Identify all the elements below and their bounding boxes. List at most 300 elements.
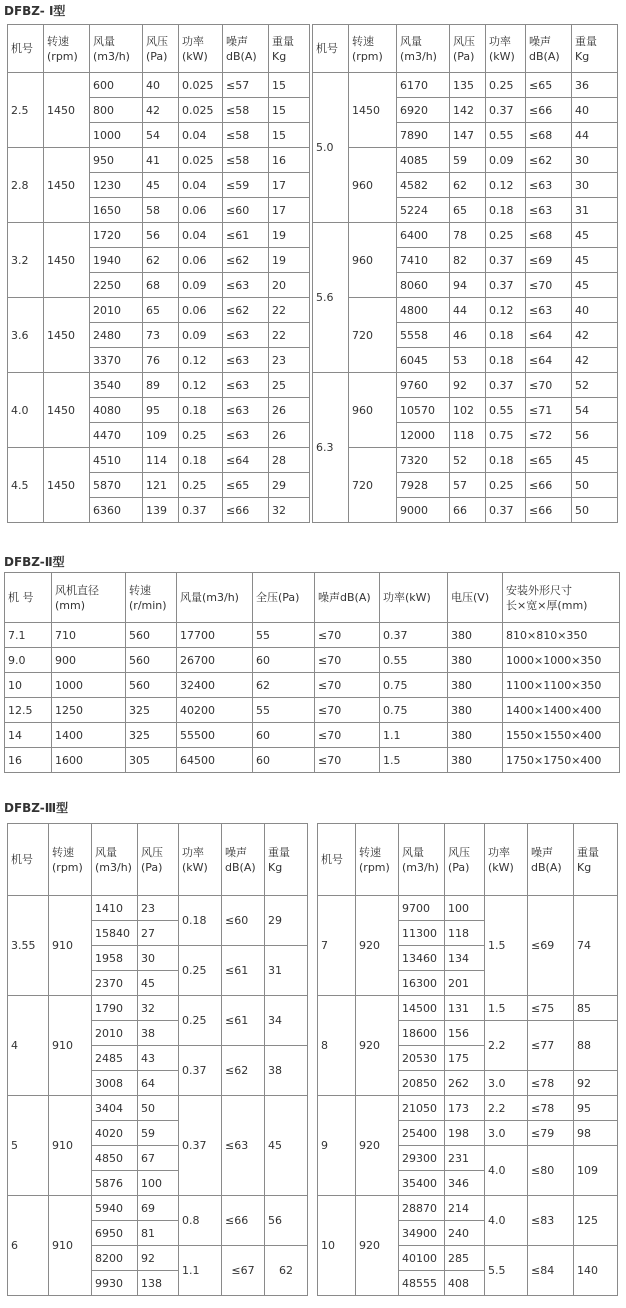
table-cell: 114 [143,448,179,473]
flow-cell: 3008 [92,1071,138,1096]
table-cell: 45 [143,173,179,198]
table-cell: 16 [5,748,52,773]
weight-cell: 62 [265,1246,308,1296]
table-cell: 6920 [397,98,450,123]
pressure-cell: 32 [138,996,179,1021]
column-header [179,25,223,73]
table-cell: ≤70 [315,623,380,648]
table-cell: 56 [143,223,179,248]
speed-cell: 720 [349,298,397,373]
table-cell: 0.37 [486,98,526,123]
column-header-line2: dB(A) [531,860,562,874]
noise-cell: ≤80 [528,1146,574,1196]
table-cell: 0.04 [179,123,223,148]
column-header-line2: 长×宽×厚(mm) [506,598,588,612]
weight-cell: 98 [574,1121,618,1146]
table-cell: 0.18 [486,323,526,348]
table-cell: 4582 [397,173,450,198]
power-cell: 0.18 [179,896,222,946]
pressure-cell: 23 [138,896,179,921]
column-header-line2: (kW) [182,49,208,63]
column-header [450,25,486,73]
type2-table [4,572,620,773]
type3-table-right [317,823,618,1296]
table-cell: 20 [269,273,310,298]
flow-cell: 25400 [399,1121,445,1146]
pressure-cell: 173 [445,1096,485,1121]
table-cell: 710 [52,623,126,648]
model-cell: 3.6 [8,298,44,373]
pressure-cell: 50 [138,1096,179,1121]
table-cell: 68 [143,273,179,298]
power-cell: 0.37 [179,1046,222,1096]
table-cell: 1000 [52,673,126,698]
table-cell: 0.55 [486,398,526,423]
pressure-cell: 43 [138,1046,179,1071]
table-cell: 380 [448,698,503,723]
table-row [313,148,618,173]
table-cell: 0.04 [179,223,223,248]
table-cell: 0.25 [486,223,526,248]
flow-cell: 14500 [399,996,445,1021]
power-cell: 3.0 [485,1121,528,1146]
column-header-line1: 机号 [321,853,343,866]
column-header-line2: (kW) [182,860,208,874]
table-cell: ≤68 [526,223,572,248]
table-cell: 560 [126,623,177,648]
table-cell: 0.18 [486,448,526,473]
table-cell: ≤63 [223,373,269,398]
column-header-line2: (Pa) [146,49,168,63]
column-header-line1: 全压(Pa) [256,591,300,604]
flow-cell: 4850 [92,1146,138,1171]
flow-cell: 13460 [399,946,445,971]
table-cell: ≤71 [526,398,572,423]
column-header-line2: (Pa) [141,860,163,874]
table-cell: 1400×1400×400 [503,698,620,723]
table-cell: 0.025 [179,148,223,173]
table-row [5,748,620,773]
table-cell: 40 [572,298,618,323]
flow-cell: 2485 [92,1046,138,1071]
noise-cell: ≤67 [222,1246,265,1296]
pressure-cell: 175 [445,1046,485,1071]
table-cell: 0.06 [179,298,223,323]
column-header [526,25,572,73]
pressure-cell: 59 [138,1121,179,1146]
power-cell: 3.0 [485,1071,528,1096]
table-cell: 1550×1550×400 [503,723,620,748]
column-header-line1: 风量(m3/h) [180,591,239,604]
table-cell: ≤66 [526,498,572,523]
column-header-line2: (m3/h) [402,860,439,874]
table-cell: 55500 [177,723,253,748]
table-cell: 0.09 [179,273,223,298]
table-cell: 0.025 [179,98,223,123]
table-cell: 0.75 [380,698,448,723]
header-row [5,573,620,623]
table-cell: 7.1 [5,623,52,648]
column-header [5,573,52,623]
table-cell: 62 [450,173,486,198]
table-cell: 60 [253,748,315,773]
column-header [356,824,399,896]
table-cell: 6170 [397,73,450,98]
column-header [177,573,253,623]
flow-cell: 5876 [92,1171,138,1196]
table-cell: 305 [126,748,177,773]
speed-cell: 910 [49,896,92,996]
column-header [126,573,177,623]
table-cell: 50 [572,473,618,498]
table-row [5,698,620,723]
table-cell: 17 [269,173,310,198]
table-cell: 22 [269,298,310,323]
column-header-line1: 转速 [359,845,381,859]
noise-cell: ≤61 [222,996,265,1046]
table-cell: 26 [269,398,310,423]
column-header-line1: 功率 [488,845,510,859]
column-header [138,824,179,896]
table-cell: 14 [5,723,52,748]
pressure-cell: 134 [445,946,485,971]
pressure-cell: 214 [445,1196,485,1221]
column-header [572,25,618,73]
table-cell: 40 [143,73,179,98]
table-cell: 3540 [90,373,143,398]
weight-cell: 109 [574,1146,618,1196]
table-cell: 1400 [52,723,126,748]
column-header [528,824,574,896]
flow-cell: 20850 [399,1071,445,1096]
table-cell: 5224 [397,198,450,223]
table-cell: 32 [269,498,310,523]
power-cell: 1.5 [485,996,528,1021]
table-cell: 89 [143,373,179,398]
noise-cell: ≤77 [528,1021,574,1071]
column-header-line2: (m3/h) [95,860,132,874]
table-cell: 7320 [397,448,450,473]
pressure-cell: 198 [445,1121,485,1146]
table-row [313,73,618,98]
table-cell: 0.18 [179,448,223,473]
model-cell: 9 [318,1096,356,1196]
model-cell: 5 [8,1096,49,1196]
weight-cell: 29 [265,896,308,946]
table-cell: ≤70 [315,698,380,723]
column-header-line2: (rpm) [352,49,383,63]
section-title-type2: DFBZ-Ⅱ型 [4,555,65,569]
table-cell: 102 [450,398,486,423]
table-cell: 60 [253,648,315,673]
table-cell: 0.25 [486,73,526,98]
noise-cell: ≤79 [528,1121,574,1146]
column-header-line1: 安装外形尺寸 [506,583,572,597]
table-row [318,1196,618,1221]
pressure-cell: 69 [138,1196,179,1221]
column-header-line1: 风压 [453,34,475,48]
weight-cell: 56 [265,1196,308,1246]
table-cell: 135 [450,73,486,98]
column-header [222,824,265,896]
table-cell: 0.06 [179,198,223,223]
table-row [313,448,618,473]
pressure-cell: 81 [138,1221,179,1246]
table-cell: 4800 [397,298,450,323]
table-cell: 2010 [90,298,143,323]
table-cell: 54 [572,398,618,423]
table-cell: 17 [269,198,310,223]
table-row [8,1096,308,1121]
table-row [318,996,618,1021]
speed-cell: 960 [349,148,397,223]
table-cell: 54 [143,123,179,148]
flow-cell: 2370 [92,971,138,996]
flow-cell: 2010 [92,1021,138,1046]
pressure-cell: 45 [138,971,179,996]
table-cell: ≤63 [526,173,572,198]
column-header-line2: (kW) [488,860,514,874]
section-title-type3: DFBZ-Ⅲ型 [4,801,69,815]
table-cell: 29 [269,473,310,498]
column-header [349,25,397,73]
weight-cell: 85 [574,996,618,1021]
table-cell: 60 [253,723,315,748]
column-header-line1: 噪声dB(A) [318,591,371,604]
weight-cell: 140 [574,1246,618,1296]
table-row [8,996,308,1021]
table-row [8,148,310,173]
column-header-line2: Kg [268,860,283,874]
speed-cell: 1450 [349,73,397,148]
table-cell: 65 [143,298,179,323]
speed-cell: 910 [49,1196,92,1296]
flow-cell: 28870 [399,1196,445,1221]
table-cell: 52 [572,373,618,398]
table-cell: ≤63 [526,298,572,323]
table-cell: 800 [90,98,143,123]
table-cell: 46 [450,323,486,348]
table-cell: ≤70 [315,723,380,748]
column-header-line1: 风压 [448,845,470,859]
table-cell: 25 [269,373,310,398]
column-header-line1: 重量 [272,34,294,48]
table-cell: 0.37 [486,373,526,398]
flow-cell: 1790 [92,996,138,1021]
table-cell: 0.18 [486,348,526,373]
table-cell: 62 [253,673,315,698]
power-cell: 0.25 [179,996,222,1046]
table-cell: ≤63 [223,273,269,298]
table-cell: ≤65 [223,473,269,498]
table-cell: 139 [143,498,179,523]
table-cell: 42 [572,348,618,373]
table-cell: 0.18 [486,198,526,223]
power-cell: 2.2 [485,1021,528,1071]
table-cell: 1250 [52,698,126,723]
table-cell: 560 [126,673,177,698]
table-cell: 0.025 [179,73,223,98]
model-cell: 10 [318,1196,356,1296]
table-cell: ≤63 [223,323,269,348]
table-cell: 17700 [177,623,253,648]
pressure-cell: 285 [445,1246,485,1271]
weight-cell: 92 [574,1071,618,1096]
column-header [503,573,620,623]
column-header-line2: (m3/h) [93,49,130,63]
column-header [313,25,349,73]
column-header [485,824,528,896]
pressure-cell: 240 [445,1221,485,1246]
column-header-line1: 机号 [11,853,33,866]
power-cell: 0.25 [179,946,222,996]
table-cell: 73 [143,323,179,348]
table-cell: 36 [572,73,618,98]
column-header-line2: Kg [272,49,287,63]
flow-cell: 11300 [399,921,445,946]
pressure-cell: 408 [445,1271,485,1296]
table-cell: 1.1 [380,723,448,748]
column-header-line1: 机号 [11,42,33,55]
weight-cell: 74 [574,896,618,996]
table-cell: 0.12 [486,173,526,198]
column-header-line1: 风量 [400,34,422,48]
table-cell: ≤59 [223,173,269,198]
model-cell: 3.2 [8,223,44,298]
table-cell: 1.5 [380,748,448,773]
column-header-line1: 转速 [129,583,151,597]
table-cell: 1940 [90,248,143,273]
column-header [399,824,445,896]
flow-cell: 20530 [399,1046,445,1071]
table-cell: ≤58 [223,148,269,173]
power-cell: 4.0 [485,1196,528,1246]
column-header [397,25,450,73]
column-header-line1: 风压 [141,845,163,859]
pressure-cell: 27 [138,921,179,946]
column-header-line1: 转速 [47,34,69,48]
power-cell: 1.1 [179,1246,222,1296]
table-cell: 0.12 [179,373,223,398]
table-cell: ≤62 [526,148,572,173]
table-cell: ≤64 [223,448,269,473]
column-header [380,573,448,623]
weight-cell: 34 [265,996,308,1046]
header-row [8,25,310,73]
pressure-cell: 92 [138,1246,179,1271]
pressure-cell: 100 [445,896,485,921]
weight-cell: 45 [265,1096,308,1196]
table-cell: 56 [572,423,618,448]
table-cell: ≤58 [223,123,269,148]
table-cell: ≤66 [223,498,269,523]
table-cell: 142 [450,98,486,123]
table-row [8,373,310,398]
noise-cell: ≤62 [222,1046,265,1096]
table-cell: 1720 [90,223,143,248]
column-header-line2: (r/min) [129,598,167,612]
column-header-line2: (Pa) [453,49,475,63]
table-cell: 560 [126,648,177,673]
column-header [179,824,222,896]
table-row [8,448,310,473]
power-cell: 4.0 [485,1146,528,1196]
noise-cell: ≤61 [222,946,265,996]
table-cell: 0.25 [179,423,223,448]
column-header [143,25,179,73]
table-cell: 0.75 [380,673,448,698]
header-row [8,824,308,896]
table-cell: 45 [572,223,618,248]
noise-cell: ≤63 [222,1096,265,1196]
table-cell: 118 [450,423,486,448]
table-cell: 57 [450,473,486,498]
speed-cell: 960 [349,223,397,298]
column-header-line1: 功率 [489,34,511,48]
model-cell: 5.6 [313,223,349,373]
column-header-line1: 噪声 [529,34,551,48]
speed-cell: 910 [49,996,92,1096]
pressure-cell: 100 [138,1171,179,1196]
table-cell: 55 [253,698,315,723]
type1-table-left [7,24,310,523]
column-header-line2: Kg [577,860,592,874]
table-cell: 76 [143,348,179,373]
table-cell: 0.55 [486,123,526,148]
column-header-line1: 转速 [52,845,74,859]
table-cell: ≤66 [526,473,572,498]
speed-cell: 720 [349,448,397,523]
table-cell: 0.55 [380,648,448,673]
table-cell: 64500 [177,748,253,773]
column-header-line1: 机号 [316,42,338,55]
flow-cell: 5940 [92,1196,138,1221]
table-cell: 325 [126,723,177,748]
table-cell: ≤65 [526,73,572,98]
flow-cell: 6950 [92,1221,138,1246]
table-cell: 28 [269,448,310,473]
table-cell: ≤65 [526,448,572,473]
table-cell: 2480 [90,323,143,348]
table-cell: 121 [143,473,179,498]
table-cell: ≤63 [223,398,269,423]
noise-cell: ≤78 [528,1071,574,1096]
table-cell: ≤70 [526,373,572,398]
table-cell: 59 [450,148,486,173]
flow-cell: 35400 [399,1171,445,1196]
weight-cell: 125 [574,1196,618,1246]
flow-cell: 29300 [399,1146,445,1171]
speed-cell: 920 [356,1196,399,1296]
table-cell: 9000 [397,498,450,523]
table-cell: ≤70 [315,748,380,773]
model-cell: 6 [8,1196,49,1296]
table-cell: ≤70 [526,273,572,298]
table-cell: 4080 [90,398,143,423]
table-cell: 0.18 [179,398,223,423]
table-cell: 7410 [397,248,450,273]
table-cell: 109 [143,423,179,448]
column-header-line1: 风量 [93,34,115,48]
table-cell: 380 [448,648,503,673]
flow-cell: 1958 [92,946,138,971]
column-header [445,824,485,896]
table-cell: 810×810×350 [503,623,620,648]
table-row [313,223,618,248]
header-row [313,25,618,73]
table-cell: 40 [572,98,618,123]
column-header [90,25,143,73]
